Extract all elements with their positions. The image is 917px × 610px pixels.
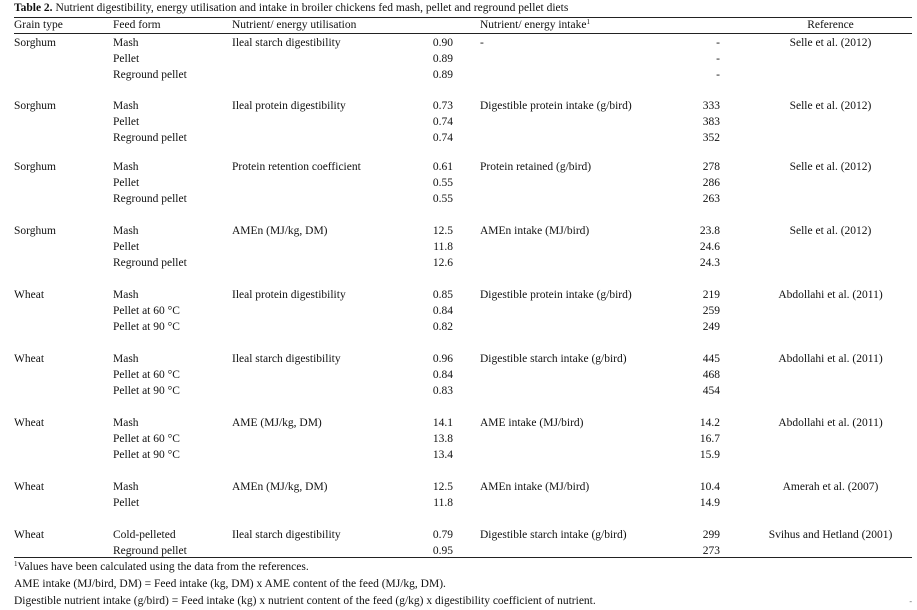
- utilisation-value-cell: 11.8: [433, 497, 453, 509]
- feed-form-cell: Mash: [113, 37, 139, 49]
- feed-form-cell: Reground pellet: [113, 193, 187, 205]
- intake-value-cell: 16.7: [699, 433, 720, 445]
- feed-form-cell: Pellet at 60 °C: [113, 369, 180, 381]
- table-row: [0, 100, 917, 116]
- utilisation-cell: AME (MJ/kg, DM): [232, 417, 322, 429]
- utilisation-value-cell: 0.73: [432, 100, 453, 112]
- header-intake-label: Nutrient/ energy intake: [480, 19, 587, 31]
- grain-type-cell: Wheat: [14, 529, 45, 541]
- feed-form-cell: Pellet: [113, 241, 140, 253]
- feed-form-cell: Pellet: [113, 177, 140, 189]
- table-title: [14, 2, 568, 14]
- reference-cell: Amerah et al. (2007): [782, 481, 879, 493]
- header-grain-type: Grain type: [14, 19, 63, 31]
- intake-value-cell: 14.9: [699, 497, 720, 509]
- utilisation-value-cell: 0.89: [432, 53, 453, 65]
- table-row: [0, 353, 917, 369]
- reference-cell: Svihus and Hetland (2001): [768, 529, 893, 541]
- feed-form-cell: Pellet: [113, 53, 140, 65]
- table-row: [0, 385, 917, 401]
- table-row: [0, 257, 917, 273]
- feed-form-cell: Reground pellet: [113, 545, 187, 557]
- intake-value-cell: 14.2: [699, 417, 720, 429]
- intake-cell: -: [480, 37, 484, 49]
- table-row: [0, 289, 917, 305]
- grain-type-cell: Sorghum: [14, 225, 56, 237]
- intake-value-cell: 468: [702, 369, 720, 381]
- header-intake-footnote-mark: 1: [586, 18, 590, 26]
- feed-form-cell: Mash: [113, 225, 139, 237]
- table-row: [0, 193, 917, 209]
- grain-type-cell: Sorghum: [14, 100, 56, 112]
- utilisation-cell: Protein retention coefficient: [232, 161, 361, 173]
- intake-value-cell: -: [716, 69, 720, 81]
- reference-cell: Selle et al. (2012): [789, 161, 872, 173]
- utilisation-value-cell: 14.1: [432, 417, 453, 429]
- footnote-1: [14, 559, 904, 576]
- grain-type-cell: Sorghum: [14, 37, 56, 49]
- utilisation-cell: Ileal protein digestibility: [232, 289, 346, 301]
- utilisation-value-cell: 13.8: [432, 433, 453, 445]
- utilisation-value-cell: 12.6: [432, 257, 453, 269]
- feed-form-cell: Pellet at 90 °C: [113, 321, 180, 333]
- intake-value-cell: 24.3: [699, 257, 720, 269]
- table-row: [0, 161, 917, 177]
- utilisation-cell: AMEn (MJ/kg, DM): [232, 225, 328, 237]
- table-row: [0, 53, 917, 69]
- reference-cell: Abdollahi et al. (2011): [778, 353, 883, 365]
- feed-form-cell: Mash: [113, 161, 139, 173]
- utilisation-value-cell: 0.95: [432, 545, 453, 557]
- intake-cell: Digestible protein intake (g/bird): [480, 289, 632, 301]
- utilisation-value-cell: 0.89: [432, 69, 453, 81]
- utilisation-value-cell: 0.82: [432, 321, 453, 333]
- utilisation-value-cell: 11.8: [433, 241, 453, 253]
- footnote-1-mark: 1: [14, 560, 18, 568]
- footnote-1-text: Values have been calculated using the data from the references.: [17, 561, 309, 573]
- utilisation-value-cell: 0.85: [432, 289, 453, 301]
- intake-value-cell: 263: [702, 193, 720, 205]
- intake-value-cell: -: [716, 53, 720, 65]
- intake-value-cell: 219: [702, 289, 720, 301]
- intake-cell: Digestible protein intake (g/bird): [480, 100, 632, 112]
- utilisation-value-cell: 0.79: [432, 529, 453, 541]
- header-intake: [480, 19, 590, 31]
- feed-form-cell: Pellet: [113, 116, 140, 128]
- feed-form-cell: Pellet at 90 °C: [113, 385, 180, 397]
- utilisation-cell: Ileal starch digestibility: [232, 353, 341, 365]
- intake-value-cell: 10.4: [699, 481, 720, 493]
- grain-type-cell: Wheat: [14, 481, 45, 493]
- header-feed-form: Feed form: [113, 19, 161, 31]
- reference-cell: Abdollahi et al. (2011): [778, 417, 883, 429]
- intake-value-cell: 249: [702, 321, 720, 333]
- grain-type-cell: Wheat: [14, 353, 45, 365]
- table-row: [0, 321, 917, 337]
- utilisation-cell: Ileal starch digestibility: [232, 529, 341, 541]
- intake-cell: AMEn intake (MJ/bird): [480, 225, 590, 237]
- intake-cell: Protein retained (g/bird): [480, 161, 592, 173]
- intake-value-cell: 286: [702, 177, 720, 189]
- feed-form-cell: Pellet at 60 °C: [113, 305, 180, 317]
- table-row: [0, 69, 917, 85]
- utilisation-value-cell: 0.61: [432, 161, 453, 173]
- utilisation-value-cell: 0.90: [432, 37, 453, 49]
- footnotes: [14, 559, 904, 610]
- intake-value-cell: 278: [702, 161, 720, 173]
- intake-value-cell: 445: [702, 353, 720, 365]
- table-row: [0, 37, 917, 53]
- utilisation-value-cell: 13.4: [432, 449, 453, 461]
- intake-cell: AME intake (MJ/bird): [480, 417, 584, 429]
- reference-cell: Selle et al. (2012): [789, 225, 872, 237]
- utilisation-value-cell: 0.83: [432, 385, 453, 397]
- intake-value-cell: -: [716, 37, 720, 49]
- utilisation-value-cell: 0.96: [432, 353, 453, 365]
- feed-form-cell: Mash: [113, 289, 139, 301]
- header-rule: [14, 33, 912, 34]
- reference-cell: Selle et al. (2012): [789, 100, 872, 112]
- header-utilisation: Nutrient/ energy utilisation: [232, 19, 357, 31]
- intake-cell: Digestible starch intake (g/bird): [480, 529, 627, 541]
- feed-form-cell: Mash: [113, 100, 139, 112]
- top-rule: [14, 17, 912, 18]
- intake-value-cell: 273: [702, 545, 720, 557]
- table-row: [0, 241, 917, 257]
- utilisation-value-cell: 0.55: [432, 193, 453, 205]
- table-row: [0, 529, 917, 545]
- table-caption: Nutrient digestibility, energy utilisation and intake in broiler chickens fed mash, pellet and reground pellet diets: [52, 2, 569, 14]
- intake-value-cell: 299: [702, 529, 720, 541]
- grain-type-cell: Wheat: [14, 289, 45, 301]
- feed-form-cell: Cold-pelleted: [113, 529, 176, 541]
- table-row: [0, 116, 917, 132]
- utilisation-value-cell: 0.74: [432, 116, 453, 128]
- utilisation-value-cell: 12.5: [432, 225, 453, 237]
- intake-value-cell: 259: [702, 305, 720, 317]
- table-row: [0, 481, 917, 497]
- utilisation-cell: Ileal protein digestibility: [232, 100, 346, 112]
- feed-form-cell: Pellet at 90 °C: [113, 449, 180, 461]
- intake-value-cell: 352: [702, 132, 720, 144]
- table-row: [0, 177, 917, 193]
- utilisation-value-cell: 0.74: [432, 132, 453, 144]
- intake-value-cell: 333: [702, 100, 720, 112]
- intake-value-cell: 15.9: [699, 449, 720, 461]
- feed-form-cell: Reground pellet: [113, 132, 187, 144]
- corner-mark: -: [909, 597, 912, 606]
- intake-value-cell: 23.8: [699, 225, 720, 237]
- utilisation-cell: AMEn (MJ/kg, DM): [232, 481, 328, 493]
- reference-cell: Abdollahi et al. (2011): [778, 289, 883, 301]
- feed-form-cell: Pellet: [113, 497, 140, 509]
- footnote-2: AME intake (MJ/bird, DM) = Feed intake (kg, DM) x AME content of the feed (MJ/kg, DM).: [14, 578, 446, 590]
- intake-value-cell: 454: [702, 385, 720, 397]
- grain-type-cell: Wheat: [14, 417, 45, 429]
- footnote-3: Digestible nutrient intake (g/bird) = Feed intake (kg) x nutrient content of the feed (g/kg) x digestibility coefficient of nutrient.: [14, 595, 596, 607]
- intake-cell: AMEn intake (MJ/bird): [480, 481, 590, 493]
- feed-form-cell: Pellet at 60 °C: [113, 433, 180, 445]
- table-row: [0, 433, 917, 449]
- grain-type-cell: Sorghum: [14, 161, 56, 173]
- feed-form-cell: Mash: [113, 417, 139, 429]
- table-row: [0, 417, 917, 433]
- intake-cell: Digestible starch intake (g/bird): [480, 353, 627, 365]
- utilisation-value-cell: 0.55: [432, 177, 453, 189]
- feed-form-cell: Mash: [113, 481, 139, 493]
- table-row: [0, 497, 917, 513]
- table-row: [0, 449, 917, 465]
- header-reference: Reference: [807, 19, 854, 31]
- intake-value-cell: 24.6: [699, 241, 720, 253]
- table-number: Table 2.: [14, 2, 53, 14]
- bottom-rule: [14, 557, 912, 558]
- feed-form-cell: Reground pellet: [113, 257, 187, 269]
- utilisation-value-cell: 0.84: [432, 369, 453, 381]
- feed-form-cell: Reground pellet: [113, 69, 187, 81]
- table-row: [0, 305, 917, 321]
- feed-form-cell: Mash: [113, 353, 139, 365]
- table-row: [0, 225, 917, 241]
- reference-cell: Selle et al. (2012): [789, 37, 872, 49]
- table-row: [0, 132, 917, 148]
- table-row: [0, 369, 917, 385]
- intake-value-cell: 383: [702, 116, 720, 128]
- utilisation-cell: Ileal starch digestibility: [232, 37, 341, 49]
- utilisation-value-cell: 0.84: [432, 305, 453, 317]
- utilisation-value-cell: 12.5: [432, 481, 453, 493]
